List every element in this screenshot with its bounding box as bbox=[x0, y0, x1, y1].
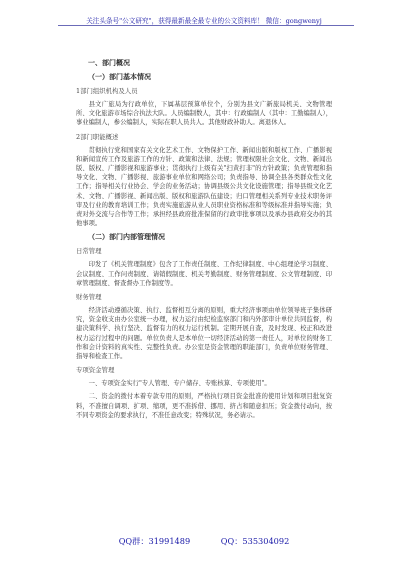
paragraph-special-funds-2: 二、资金的拨付本着专款专用的原则，严格执行项目资金批准的使用计划和项目批复资料，不准擅自调项、扩项、缩项，更不准拆借、挪用、挤占和随意扣压；资金拨付动向，按不同专项资金的要求执行，不准任意改变；特殊状况，务必请示。 bbox=[76, 393, 332, 419]
banner-divider bbox=[58, 25, 354, 26]
paragraph-special-funds-1: 一、专项资金实行"专人管理、专户储存、专账核算、专项使用"。 bbox=[88, 380, 271, 388]
heading-functions: 2部门职能概述 bbox=[76, 132, 119, 141]
section-title: 一、部门概况 bbox=[88, 58, 130, 67]
qq-number-text: QQ：535304092 bbox=[220, 536, 290, 546]
heading-special-funds: 专项资金管理 bbox=[76, 366, 115, 375]
heading-daily-management: 日常管理 bbox=[76, 247, 102, 256]
footer-contact bbox=[0, 536, 408, 547]
heading-financial-management: 财务管理 bbox=[76, 293, 102, 302]
qq-group-text: QQ群：31991489 bbox=[118, 536, 191, 546]
heading-organization: 1部门组织机构及人员 bbox=[76, 87, 138, 95]
paragraph-daily-management: 印发了《机关管理制度》包含了工作责任制度、工作纪律制度、中心组理论学习制度、会议制度、工作问责制度、请销假制度、机关考勤制度、财务管理制度、公文管理制度、印章管理制度、督查督办工作制度等。 bbox=[76, 261, 332, 287]
paragraph-functions: 贯彻执行党和国家有关文化艺术工作、文物保护工作、新闻出版和版权工作、广播影视和新闻宣传工作及旅游工作的方针、政策和法律、法规；管理权限社会文化、文物、新闻出版、版权、广播影视和旅游事业；贯彻执行上级有关"扫黄打非"的方针政策；负责管理和指导文化、文物、广播影视、旅游事业单位和网络公司；负责指导、协调全县各类群众性文化工作；指导相关行业协会、学会的业务活动；协调县级公共文化设施管理；指导县级文化艺术、文物、广播影视、新闻出版、版权和旅游队伍建设；归口管理相关系列专业技术职务评审及行业的教育培训工作；负责实施旅游从业人员职业资格标准和等级标准并指导实施；负责对外交流与合作等工作；承担经县政府批准保留的行政审批事项以及承办县政府交办的其他事项。 bbox=[76, 146, 332, 228]
subsection-title-basic-info: （一）部门基本情况 bbox=[88, 72, 151, 81]
top-banner: 关注头条号"公文研究"，获得最新最全最专业的公文资料库！ 微信：gongwenyj bbox=[86, 17, 322, 25]
subsection-title-internal-management: （二）部门内部管理情况 bbox=[88, 232, 165, 242]
document-body bbox=[76, 36, 332, 420]
paragraph-financial-management: 经济活动遵循决策、执行、监督相互分离的原则，重大经济事项由单位领导班子集体研究，资金收支由办公室统一办理，权力运行由纪检监察部门和内外部审计单位共同监督，构建决策科学、执行坚决、监督有力的权力运行机制。定期开展自查，及时发现、校正和改进权力运行过程中的问题。单位负责人是本单位一切经济活动的第一责任人，对单位的财务工作和会计资料的真实性、完整性负责。办公室是资金管理的职能部门，负责单位财务管理、指导和检查工作。 bbox=[76, 307, 332, 361]
paragraph-organization: 县文广旅局为行政单位，下属基层预算单位个，分别为县文广新旅局机关、文物管理所、文化旅游市场综合执法大队。人员编制数人，其中：行政编制人（其中：工勤编制人），事业编制人，参公编制人，实际在职人员共人。其他财政补助人。离退休人。 bbox=[76, 101, 332, 127]
